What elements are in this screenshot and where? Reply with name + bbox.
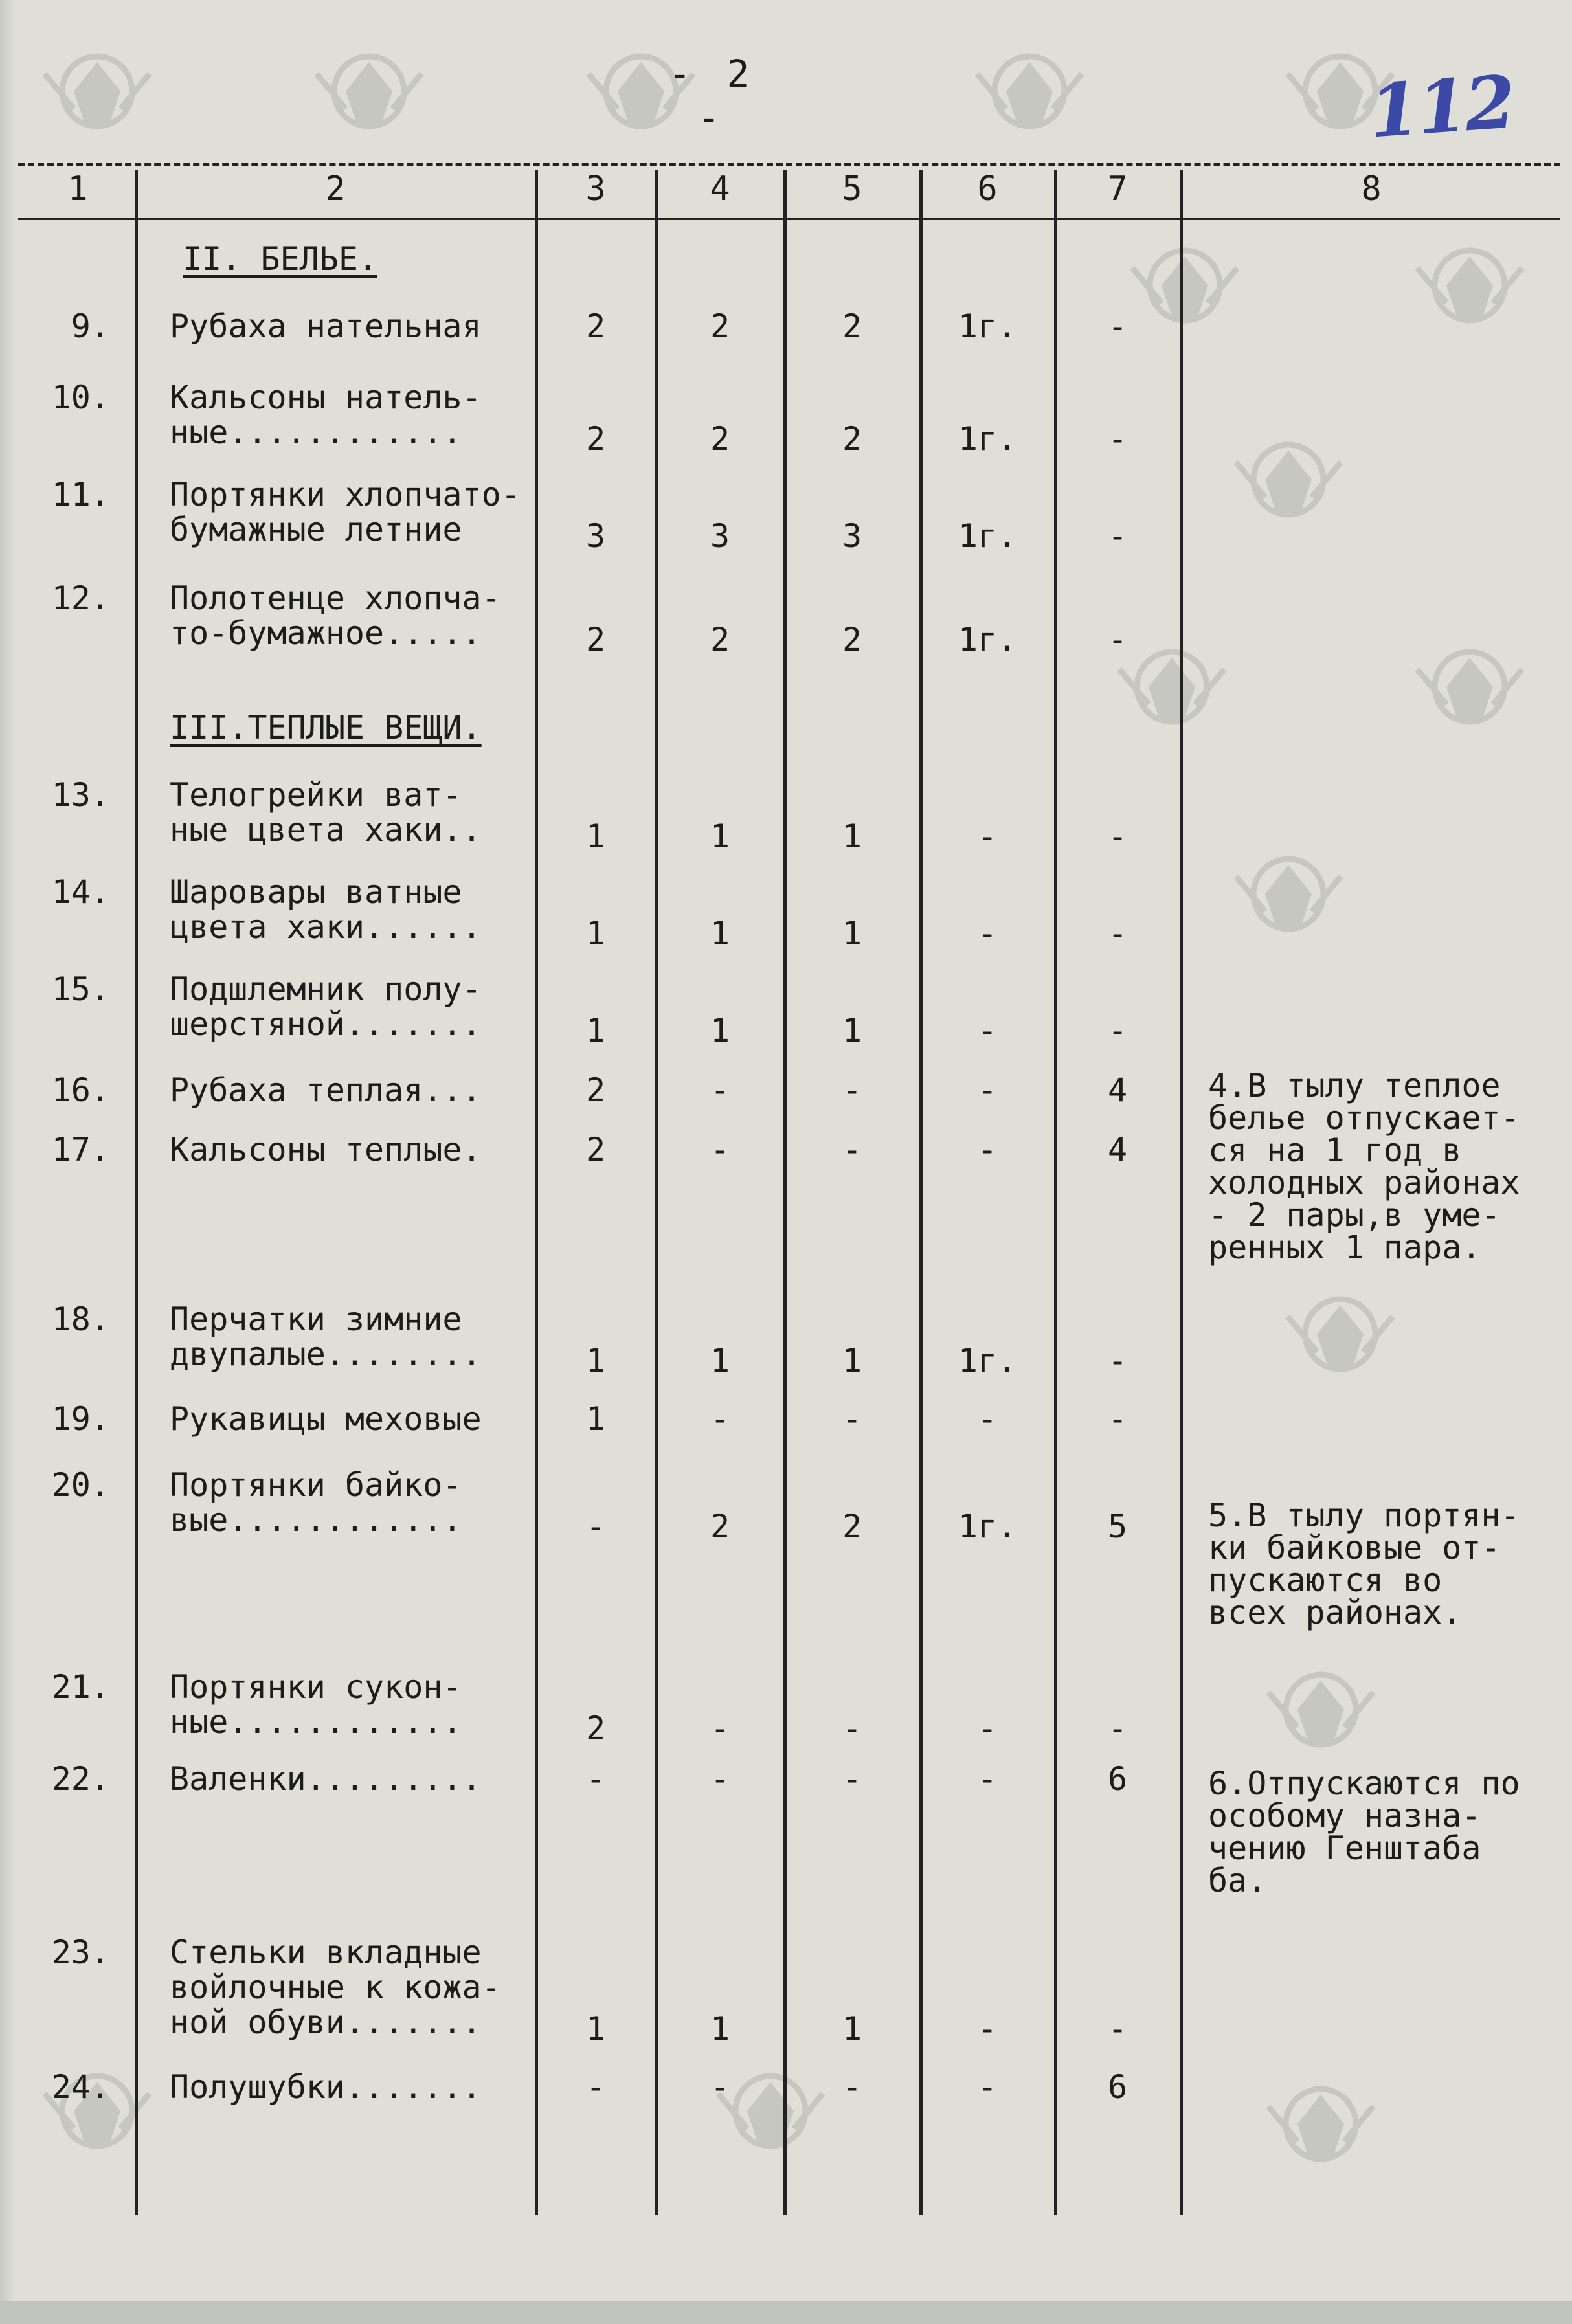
item-name-line: двупалые........ [170, 1335, 482, 1373]
cell-c7: 6 [1107, 1760, 1128, 1798]
cell-c5: 1 [842, 1012, 862, 1049]
row-number: 18. [51, 1301, 110, 1338]
item-name-line: бумажные летние [170, 511, 462, 548]
item-name-line: Полотенце хлопча- [170, 579, 501, 617]
cell-c5: 2 [842, 420, 862, 458]
cell-c7: 4 [1107, 1071, 1128, 1109]
row-number: 12. [51, 579, 110, 617]
column-divider [1054, 170, 1057, 2215]
row-number: 19. [51, 1400, 110, 1438]
column-number: 4 [710, 170, 730, 208]
archive-sheet-number: 112 [1366, 60, 1516, 155]
cell-c3: 2 [585, 1071, 606, 1109]
page-number: - 2 - [668, 52, 756, 140]
column-divider [783, 170, 787, 2215]
cell-c6: - [977, 818, 998, 855]
watermark-emblem-icon [311, 39, 427, 155]
cell-c7: - [1107, 1400, 1128, 1438]
cell-c6: - [977, 1710, 998, 1747]
cell-c4: 1 [710, 1012, 730, 1049]
cell-c6: 1г. [958, 1342, 1017, 1380]
cell-c6: - [977, 1400, 998, 1438]
cell-c3: - [585, 1508, 606, 1545]
cell-c6: 1г. [958, 517, 1017, 555]
item-name-line: Полушубки....... [170, 2068, 482, 2106]
watermark-emblem-icon [1411, 233, 1528, 350]
cell-c4: - [710, 2068, 730, 2106]
cell-c3: 2 [585, 1131, 606, 1168]
table-header-rule [18, 218, 1560, 220]
cell-c3: - [585, 2068, 606, 2106]
row-number: 14. [51, 873, 110, 911]
cell-c4: - [710, 1071, 730, 1109]
row-number: 15. [51, 970, 110, 1008]
column-number: 6 [977, 170, 998, 208]
cell-c4: 3 [710, 517, 730, 555]
column-number: 5 [842, 170, 862, 208]
cell-c3: 2 [585, 1710, 606, 1747]
cell-c7: - [1107, 818, 1128, 855]
cell-c5: - [842, 1760, 862, 1798]
item-name-line: Кальсоны теплые. [170, 1131, 482, 1168]
item-name-line: ные............ [170, 1703, 462, 1741]
cell-c7: - [1107, 1342, 1128, 1380]
cell-c7: - [1107, 1710, 1128, 1747]
row-number: 20. [51, 1466, 110, 1504]
cell-c7: - [1107, 1012, 1128, 1049]
cell-c6: - [977, 2010, 998, 2048]
cell-c6: - [977, 1131, 998, 1168]
item-name-line: вые............ [170, 1501, 462, 1539]
cell-c3: 1 [585, 1342, 606, 1380]
column-divider [135, 170, 138, 2215]
row-number: 10. [51, 379, 110, 416]
cell-c4: - [710, 1131, 730, 1168]
cell-c4: 2 [710, 621, 730, 658]
cell-c7: 5 [1107, 1508, 1128, 1545]
cell-c4: - [710, 1400, 730, 1438]
cell-c5: - [842, 1710, 862, 1747]
cell-c3: 2 [585, 420, 606, 458]
column-divider [1180, 170, 1183, 2215]
item-name-line: войлочные к кожа- [170, 1969, 501, 2006]
row-number: 23. [51, 1934, 110, 1971]
cell-c6: 1г. [958, 420, 1017, 458]
watermark-emblem-icon [1282, 1282, 1398, 1398]
table-note: 6.Отпускаются по особому назна- чению Генштаба ба. [1208, 1765, 1520, 1899]
item-name-line: то-бумажное..... [170, 614, 482, 652]
column-number: 3 [585, 170, 606, 208]
item-name-line: Портянки сукон- [170, 1668, 462, 1706]
item-name-line: ной обуви....... [170, 2004, 482, 2041]
cell-c6: 1г. [958, 1508, 1017, 1545]
table-note: 5.В тылу портян- ки байковые от- пускаются во всех районах. [1208, 1497, 1520, 1631]
column-number: 7 [1107, 170, 1128, 208]
watermark-emblem-icon [39, 39, 155, 155]
page-bottom-edge [0, 2301, 1572, 2324]
column-number: 1 [67, 170, 88, 208]
cell-c4: 1 [710, 915, 730, 952]
item-name-line: цвета хаки...... [170, 908, 482, 946]
item-name-line: Подшлемник полу- [170, 970, 482, 1008]
cell-c4: 1 [710, 818, 730, 855]
cell-c5: - [842, 1400, 862, 1438]
item-name-line: Стельки вкладные [170, 1934, 482, 1971]
item-name-line: Телогрейки ват- [170, 776, 462, 814]
cell-c3: 1 [585, 1400, 606, 1438]
cell-c3: 1 [585, 915, 606, 952]
column-number: 2 [325, 170, 346, 208]
item-name-line: Портянки байко- [170, 1466, 462, 1504]
cell-c7: 6 [1107, 2068, 1128, 2106]
item-name-line: Портянки хлопчато- [170, 476, 521, 513]
cell-c7: 4 [1107, 1131, 1128, 1168]
item-name-line: ные цвета хаки.. [170, 811, 482, 849]
cell-c7: - [1107, 517, 1128, 555]
cell-c5: 2 [842, 621, 862, 658]
cell-c7: - [1107, 307, 1128, 345]
item-name-line: шерстяной....... [170, 1005, 482, 1043]
section-heading: III.ТЕПЛЫЕ ВЕЩИ. [170, 709, 482, 746]
cell-c5: 1 [842, 1342, 862, 1380]
cell-c3: 2 [585, 621, 606, 658]
cell-c4: - [710, 1710, 730, 1747]
column-divider [919, 170, 923, 2215]
watermark-emblem-icon [1230, 427, 1347, 544]
watermark-emblem-icon [1411, 634, 1528, 751]
cell-c6: - [977, 1071, 998, 1109]
item-name-line: Кальсоны натель- [170, 379, 482, 416]
cell-c3: 3 [585, 517, 606, 555]
cell-c6: - [977, 915, 998, 952]
watermark-emblem-icon [971, 39, 1088, 155]
row-number: 21. [51, 1668, 110, 1706]
item-name-line: Перчатки зимние [170, 1301, 462, 1338]
column-number: 8 [1361, 170, 1382, 208]
cell-c5: 1 [842, 818, 862, 855]
cell-c3: - [585, 1760, 606, 1798]
cell-c5: 2 [842, 1508, 862, 1545]
cell-c7: - [1107, 2010, 1128, 2048]
cell-c3: 1 [585, 2010, 606, 2048]
cell-c5: 3 [842, 517, 862, 555]
row-number: 16. [51, 1071, 110, 1109]
watermark-emblem-icon [1230, 842, 1347, 958]
item-name-line: Шаровары ватные [170, 873, 462, 911]
cell-c7: - [1107, 420, 1128, 458]
cell-c5: - [842, 1131, 862, 1168]
item-name-line: Валенки......... [170, 1760, 482, 1798]
table-note: 4.В тылу теплое белье отпускает- ся на 1 год в холодных районах - 2 пары,в уме- ренных 1 пара. [1208, 1067, 1520, 1266]
table-top-rule [18, 163, 1560, 166]
cell-c4: 1 [710, 1342, 730, 1380]
cell-c3: 1 [585, 818, 606, 855]
cell-c4: 2 [710, 307, 730, 345]
cell-c4: 2 [710, 1508, 730, 1545]
cell-c6: 1г. [958, 621, 1017, 658]
cell-c4: - [710, 1760, 730, 1798]
cell-c6: - [977, 1760, 998, 1798]
row-number: 11. [51, 476, 110, 513]
cell-c4: 1 [710, 2010, 730, 2048]
row-number: 17. [51, 1131, 110, 1168]
cell-c6: - [977, 2068, 998, 2106]
cell-c3: 1 [585, 1012, 606, 1049]
cell-c4: 2 [710, 420, 730, 458]
item-name-line: Рукавицы меховые [170, 1400, 482, 1438]
cell-c5: - [842, 2068, 862, 2106]
row-number: 24. [51, 2068, 110, 2106]
cell-c5: 1 [842, 2010, 862, 2048]
item-name-line: Рубаха нательная [170, 307, 482, 345]
watermark-emblem-icon [1263, 1657, 1379, 1774]
column-divider [535, 170, 538, 2215]
section-heading: II. БЕЛЬЕ. [183, 240, 378, 278]
item-name-line: ные............ [170, 414, 462, 451]
cell-c5: 1 [842, 915, 862, 952]
cell-c6: 1г. [958, 307, 1017, 345]
cell-c7: - [1107, 915, 1128, 952]
cell-c7: - [1107, 621, 1128, 658]
watermark-emblem-icon [1263, 2072, 1379, 2188]
cell-c5: 2 [842, 307, 862, 345]
item-name-line: Рубаха теплая... [170, 1071, 482, 1109]
cell-c6: - [977, 1012, 998, 1049]
row-number: 13. [51, 776, 110, 814]
row-number: 22. [51, 1760, 110, 1798]
cell-c3: 2 [585, 307, 606, 345]
column-divider [655, 170, 658, 2215]
row-number: 9. [71, 307, 110, 345]
cell-c5: - [842, 1071, 862, 1109]
